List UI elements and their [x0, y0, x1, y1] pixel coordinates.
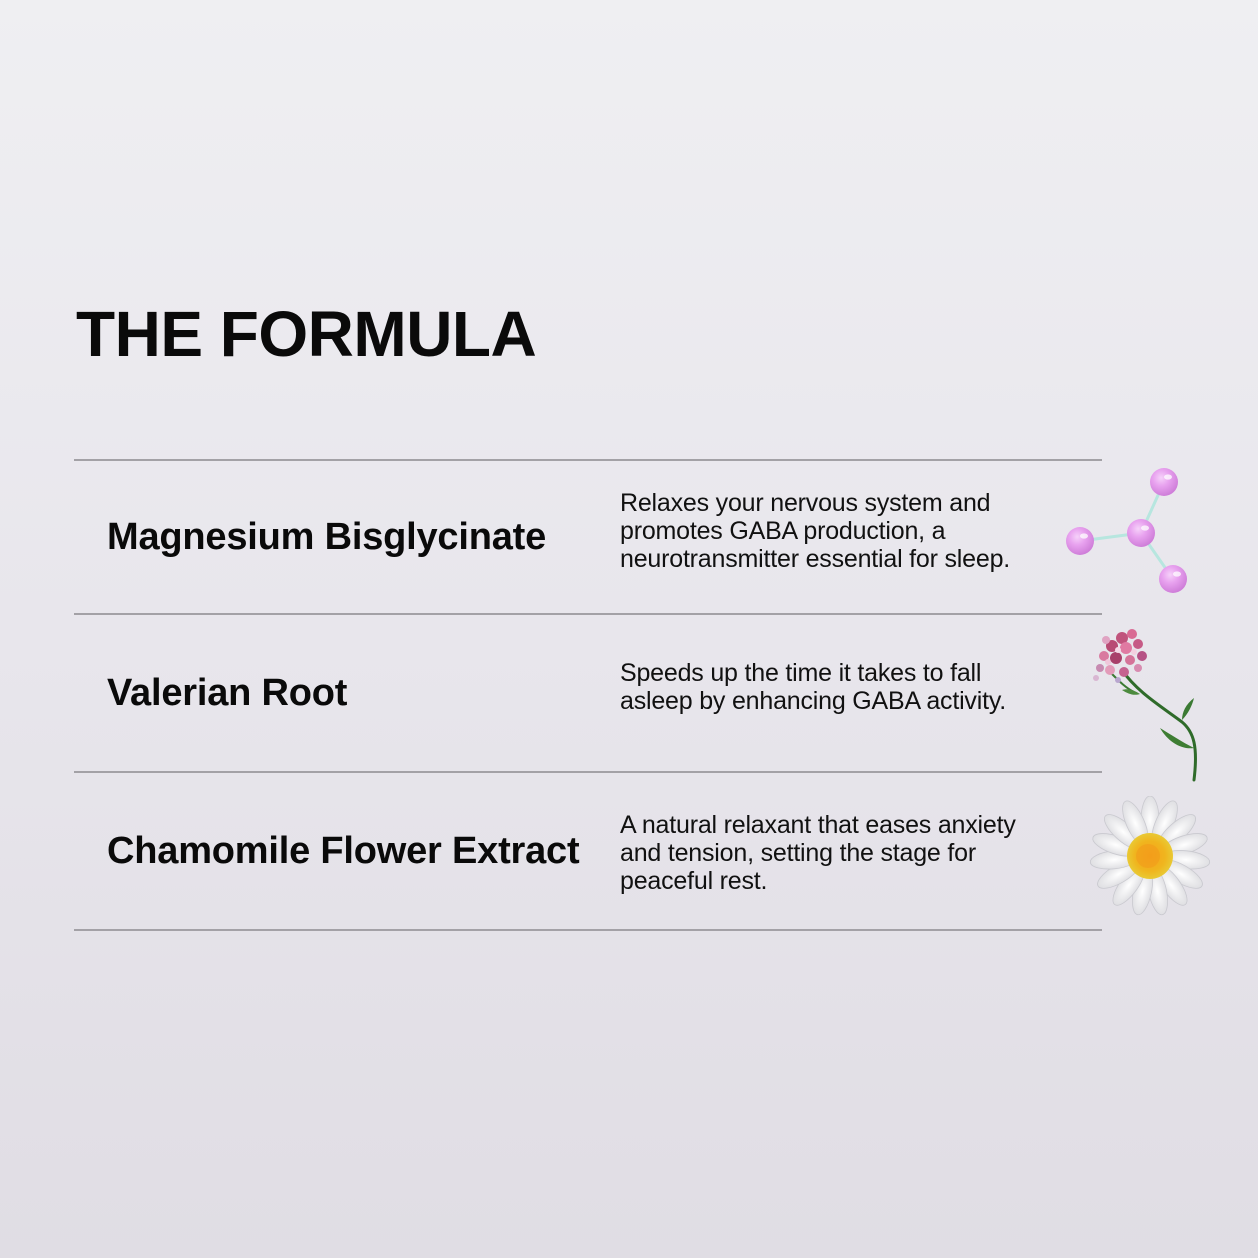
ingredient-name: Chamomile Flower Extract — [107, 830, 580, 872]
divider — [74, 613, 1102, 615]
ingredient-description: A natural relaxant that eases anxiety and tension, setting the stage for peaceful rest. — [620, 811, 1016, 895]
ingredient-description: Relaxes your nervous system and promotes GABA production, a neurotransmitter essential for sleep. — [620, 489, 1011, 573]
divider — [74, 929, 1102, 931]
chamomile-flower-icon — [1088, 796, 1214, 918]
divider — [74, 459, 1102, 461]
page-title: THE FORMULA — [76, 298, 537, 370]
ingredient-name: Valerian Root — [107, 672, 348, 714]
divider — [74, 771, 1102, 773]
molecule-icon — [1058, 460, 1198, 600]
ingredient-description: Speeds up the time it takes to fall asleep by enhancing GABA activity. — [620, 659, 1007, 715]
valerian-flower-icon — [1082, 622, 1212, 784]
ingredient-name: Magnesium Bisglycinate — [107, 516, 547, 558]
